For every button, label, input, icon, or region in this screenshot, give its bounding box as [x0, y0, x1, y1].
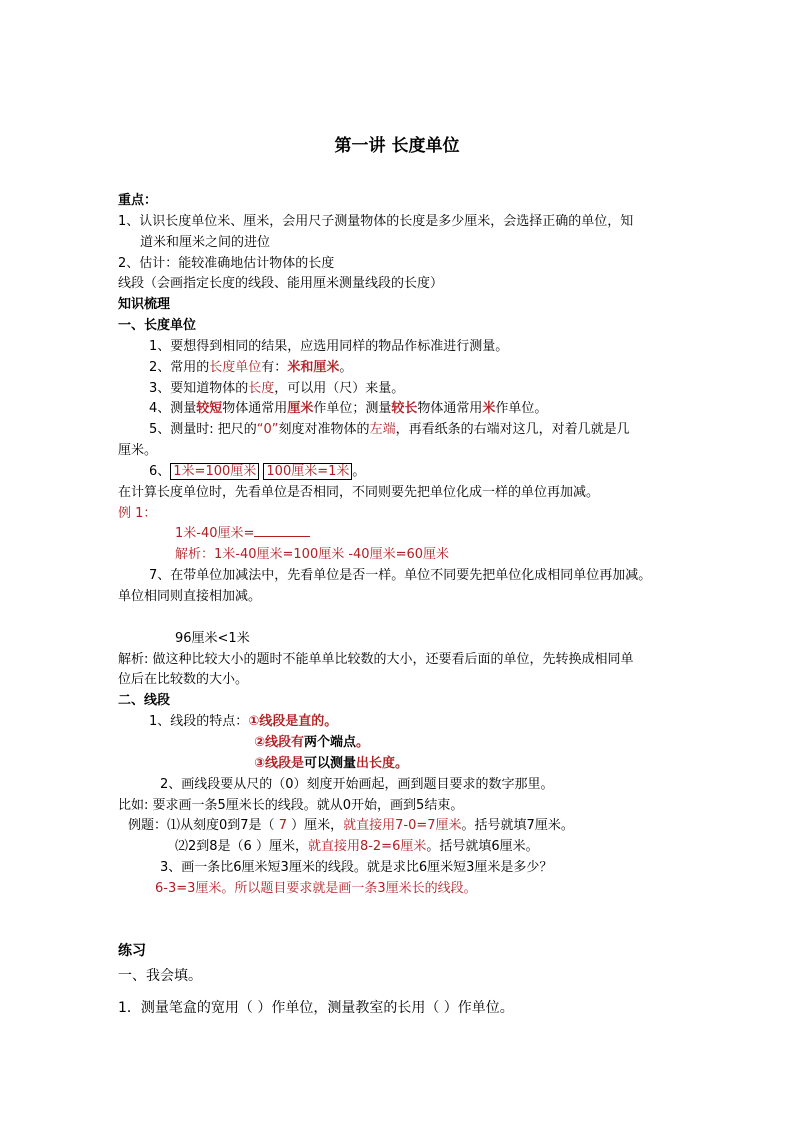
item-1: 1、要想得到相同的结果，应选用同样的物品作标准进行测量。: [149, 339, 509, 354]
section-2-heading: 二、线段: [118, 693, 171, 708]
key-point-2: 2、估计：能较准确地估计物体的长度: [118, 256, 335, 271]
conversion-box-1: 1米=100厘米: [170, 463, 259, 480]
features-line-3: ③线段是可以测量出长度。: [254, 756, 409, 771]
exercise-2: ⑵2到8是（6 ）厘米，就直接用8-2=6厘米。括号就填6厘米。: [175, 839, 539, 854]
exercise-1: 例题：⑴从刻度0到7是（ 7 ）厘米，就直接用7-0=7厘米。括号就填7厘米。: [128, 818, 574, 833]
item-5: 5、测量时: 把尺的“0”刻度对准物体的左端，再看纸条的右端对这几，对着几就是几: [149, 422, 630, 437]
practice-subheading: 一、我会填。: [118, 968, 202, 984]
features-line-1: 1、线段的特点：①线段是直的。: [149, 714, 338, 729]
item-5-cont: 厘米。: [118, 443, 158, 458]
example-analysis: 解析：1米-40厘米=100厘米 -40厘米=60厘米: [175, 547, 450, 562]
key-point-1-cont: 道米和厘米之间的进位: [140, 235, 271, 250]
answer-blank: [254, 524, 310, 537]
unit-note: 在计算长度单位时，先看单位是否相同，不同则要先把单位化成一样的单位再加减。: [118, 485, 600, 500]
page-title: 第一讲 长度单位: [334, 136, 460, 156]
key-point-1: 1、认识长度单位米、厘米，会用尺子测量物体的长度是多少厘米，会选择正确的单位，知: [118, 214, 634, 229]
item-7: 7、在带单位加减法中，先看单位是否一样。单位不同要先把单位化成相同单位再加减。: [149, 568, 652, 583]
features-line-2: ②线段有两个端点。: [254, 735, 370, 750]
draw-shorter-answer: 6-3=3厘米。所以题目要求就是画一条3厘米长的线段。: [155, 881, 477, 896]
knowledge-heading: 知识梳理: [118, 297, 171, 312]
practice-heading: 练习: [118, 943, 146, 959]
example-label: 例 1：: [118, 506, 157, 521]
item-4: 4、测量较短物体通常用厘米作单位；测量较长物体通常用米作单位。: [149, 401, 548, 416]
item-7-cont: 单位相同则直接相加减。: [118, 589, 262, 604]
draw-shorter-line: 3、画一条比6厘米短3厘米的线段。就是求比6厘米短3厘米是多少？: [160, 860, 553, 875]
section-1-heading: 一、长度单位: [118, 318, 197, 333]
key-points-heading: 重点：: [118, 193, 158, 208]
compare-analysis: 解析: 做这种比较大小的题时不能单单比较数的大小，还要看后面的单位，先转换成相同单: [118, 652, 634, 667]
item-6: 6、 1米=100厘米 100厘米=1米 。: [149, 464, 366, 479]
practice-question-1: 1．测量笔盒的宽用（ ）作单位，测量教室的长用（ ）作单位。: [118, 1000, 514, 1016]
item-3: 3、要知道物体的长度，可以用（尺）来量。: [149, 381, 405, 396]
example-question: 1米-40厘米=: [175, 524, 310, 544]
key-point-3: 线段（会画指定长度的线段、能用厘米测量线段的长度）: [118, 276, 444, 291]
draw-rule: 2、画线段要从尺的（0）刻度开始画起，画到题目要求的数字那里。: [160, 777, 554, 792]
conversion-box-2: 100厘米=1米: [263, 463, 352, 480]
draw-example: 比如: 要求画一条5厘米长的线段。就从0开始，画到5结束。: [118, 798, 464, 813]
item-2: 2、常用的长度单位有：米和厘米。: [149, 360, 353, 375]
compare-analysis-cont: 位后在比较数的大小。: [118, 672, 249, 687]
compare-example: 96厘米<1米: [175, 631, 250, 646]
